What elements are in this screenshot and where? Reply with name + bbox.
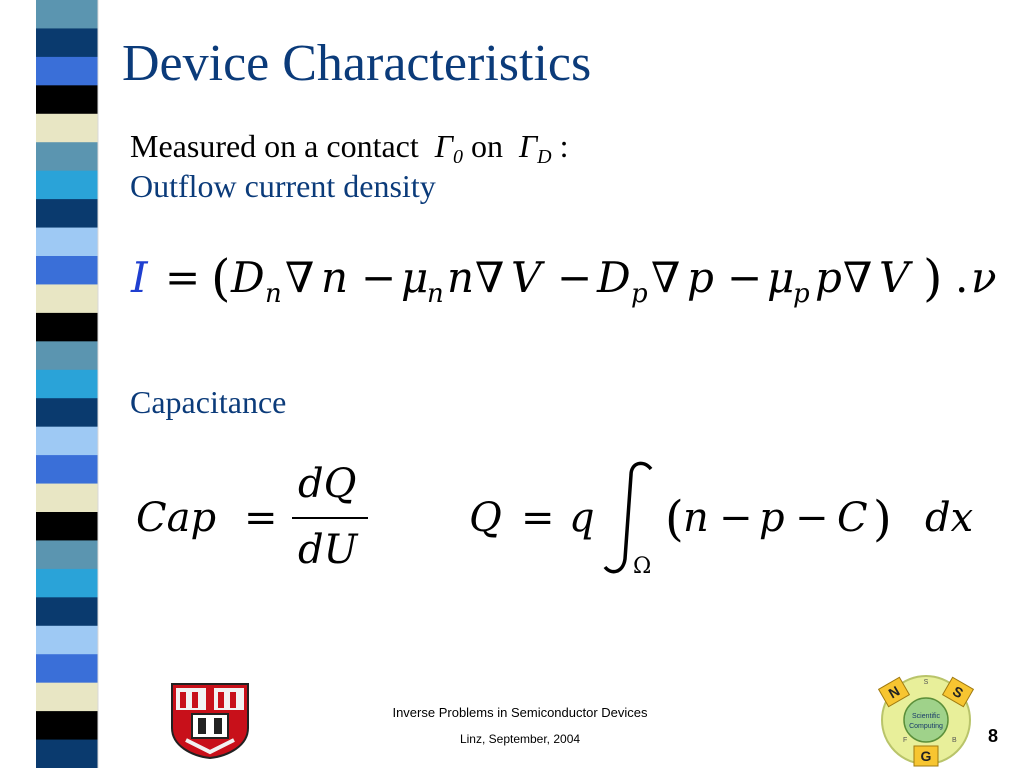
- stripe-block: [36, 740, 98, 768]
- svg-text:−: −: [795, 495, 829, 541]
- stripe-block: [36, 597, 98, 626]
- svg-text:V: V: [879, 253, 910, 302]
- svg-text:μ: μ: [767, 253, 795, 302]
- svg-text:I: I: [131, 253, 148, 302]
- svg-text:n: n: [265, 279, 282, 309]
- svg-text:−: −: [719, 495, 753, 541]
- svg-text:∇: ∇: [285, 253, 315, 302]
- stripe-block: [36, 711, 98, 740]
- svg-text:n: n: [447, 253, 475, 302]
- svg-text:p: p: [815, 253, 842, 302]
- svg-text:N: N: [885, 682, 903, 702]
- decorative-side-stripe: [0, 0, 100, 768]
- svg-text:dQ: dQ: [298, 461, 357, 507]
- measured-prefix: Measured on a contact: [130, 128, 419, 164]
- gammaD-subscript: D: [537, 146, 552, 168]
- stripe-block: [36, 398, 98, 427]
- svg-text:n: n: [427, 279, 444, 309]
- svg-text:B: B: [952, 737, 957, 744]
- stripe-block: [36, 284, 98, 313]
- capacitance-equation: [132, 455, 382, 575]
- svg-text:−: −: [361, 253, 397, 302]
- svg-text:(: (: [665, 491, 684, 547]
- svg-text:F: F: [903, 737, 908, 744]
- current-density-equation: [125, 240, 1020, 320]
- svg-text:=: =: [165, 253, 201, 302]
- svg-text:Computing: Computing: [909, 723, 943, 730]
- stripe-block: [36, 484, 98, 513]
- stripe-block: [36, 654, 98, 683]
- outflow-current-density-label: Outflow current density: [130, 168, 436, 204]
- svg-text:−: −: [557, 253, 593, 302]
- svg-text:S: S: [949, 682, 967, 702]
- svg-text:∇: ∇: [651, 253, 681, 302]
- svg-text:p: p: [631, 279, 648, 309]
- stripe-block: [36, 256, 98, 285]
- footer-title: Inverse Problems in Semiconductor Devices: [392, 705, 648, 720]
- stripe-block: [36, 512, 98, 541]
- colon: :: [559, 128, 569, 164]
- slide-title: Device Characteristics: [122, 35, 592, 92]
- svg-text:p: p: [793, 279, 810, 309]
- svg-text:D: D: [597, 253, 631, 302]
- capacitance-label: Capacitance: [130, 384, 287, 420]
- svg-text:n: n: [683, 495, 709, 541]
- stripe-block: [36, 341, 98, 370]
- stripe-block: [36, 57, 98, 86]
- svg-text:C: C: [837, 495, 868, 541]
- svg-text:Q: Q: [469, 495, 502, 541]
- stripe-block: [36, 0, 98, 29]
- stripe-block: [36, 540, 98, 569]
- svg-text:ν: ν: [971, 253, 997, 302]
- stripe-block: [36, 171, 98, 200]
- svg-text:dx: dx: [925, 495, 974, 541]
- stripe-block: [36, 114, 98, 143]
- svg-text:): ): [923, 249, 943, 307]
- svg-text:Ω: Ω: [633, 554, 652, 579]
- svg-text:G: G: [920, 748, 932, 764]
- svg-text:): ): [873, 491, 892, 547]
- footer-date: Linz, September, 2004: [459, 732, 581, 746]
- stripe-block: [36, 142, 98, 171]
- gammaD-symbol: Γ: [518, 128, 538, 164]
- university-crest-logo: [168, 680, 252, 760]
- svg-text:Scientific: Scientific: [911, 713, 941, 720]
- page-number: 8: [988, 726, 999, 746]
- on-word: on: [470, 128, 503, 164]
- svg-text:q: q: [569, 495, 595, 541]
- scientific-computing-logo: [876, 668, 976, 768]
- svg-text:p: p: [687, 253, 714, 302]
- measured-on-contact-line: [130, 128, 569, 169]
- stripe-block: [36, 683, 98, 712]
- stripe-block: [36, 370, 98, 399]
- svg-text:(: (: [211, 249, 231, 307]
- charge-integral-equation: [465, 455, 1005, 585]
- svg-text:∇: ∇: [843, 253, 873, 302]
- svg-text:Cap: Cap: [136, 495, 217, 541]
- svg-text:.: .: [955, 253, 969, 302]
- stripe-block: [36, 427, 98, 456]
- stripe-block: [36, 28, 98, 57]
- svg-text:=: =: [521, 495, 555, 541]
- stripe-block: [36, 313, 98, 342]
- stripe-block: [36, 85, 98, 114]
- svg-text:V: V: [511, 253, 542, 302]
- svg-text:−: −: [727, 253, 763, 302]
- gamma0-symbol: Γ: [434, 128, 453, 164]
- stripe-block: [36, 199, 98, 228]
- svg-text:p: p: [759, 495, 785, 541]
- gamma0-subscript: 0: [452, 146, 463, 168]
- svg-text:D: D: [231, 253, 265, 302]
- svg-text:n: n: [321, 253, 349, 302]
- svg-text:S: S: [923, 679, 929, 686]
- stripe-block: [36, 228, 98, 257]
- svg-text:∇: ∇: [475, 253, 505, 302]
- stripe-block: [36, 626, 98, 655]
- svg-text:μ: μ: [401, 253, 429, 302]
- stripe-block: [36, 569, 98, 598]
- svg-text:=: =: [244, 495, 278, 541]
- stripe-block: [36, 455, 98, 484]
- svg-text:dU: dU: [298, 527, 358, 573]
